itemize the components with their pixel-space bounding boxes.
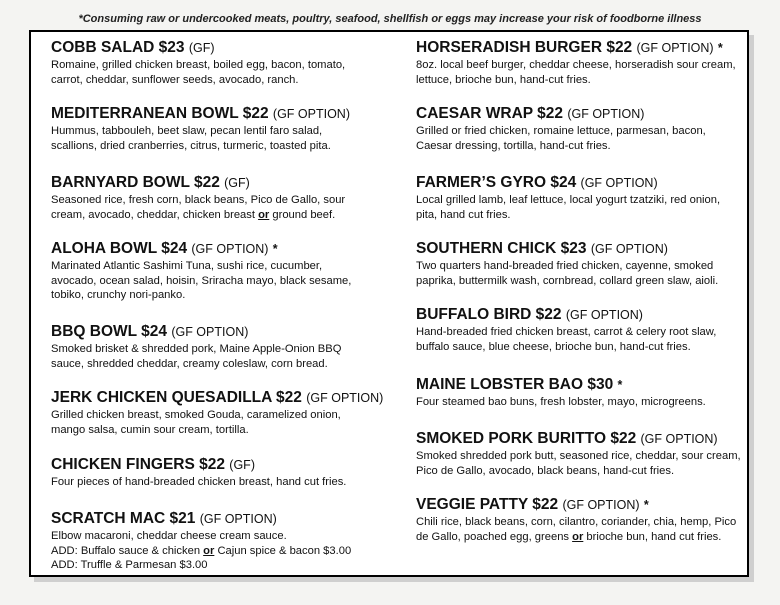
menu-item-title [51,39,396,57]
description-line [416,73,736,88]
menu-item [416,105,736,153]
menu-item-title [51,323,396,341]
description-line [416,449,741,464]
description-text: Local grilled lamb, leaf lettuce, local yogurt tzatziki, red onion, [416,194,721,206]
menu-item [51,510,396,573]
description-line [416,395,736,410]
menu-item-name: BBQ BOWL $24 [51,323,167,340]
description-text: sauce, shredded cheddar, creamy coleslaw, corn bread. [51,357,328,370]
menu-item-name: MAINE LOBSTER BAO $30 [416,376,614,393]
menu-item-title [416,430,736,448]
description-line [51,408,396,423]
menu-item-name: SOUTHERN CHICK $23 [416,240,587,257]
menu-item [51,105,396,153]
menu-item [416,240,736,288]
menu-item [51,240,396,303]
gluten-free-tag: (GF) [229,458,255,472]
description-line [51,274,396,289]
menu-item-name: BARNYARD BOWL $22 [51,174,220,191]
menu-item-description [51,259,396,303]
menu-item [416,430,741,478]
description-line [416,259,736,274]
menu-item-title [51,240,396,258]
menu-item-description [416,193,736,222]
description-line [416,124,736,139]
gluten-free-tag: (GF OPTION) [580,176,658,190]
gluten-free-tag: (GF OPTION) [191,242,269,256]
gluten-free-tag: (GF OPTION) [306,391,384,405]
description-line [416,325,736,340]
gluten-free-tag: (GF OPTION) [565,308,643,322]
description-text: paprika, buttermilk wash, cornbread, collard green slaw, aioli. [416,274,719,287]
menu-item-title [416,174,736,192]
menu-item [51,323,396,371]
description-line [51,193,396,208]
menu-item-name: HORSERADISH BURGER $22 [416,39,633,56]
menu-item [416,174,736,222]
description-line [51,73,396,88]
description-text: carrot, cheddar, sunflower seeds, avocado, ranch. [51,73,299,86]
menu-item-name: SMOKED PORK BURITTO $22 [416,430,637,447]
menu-item-title [416,240,736,258]
description-line [51,259,396,274]
menu-item-description [51,124,396,153]
description-text: Grilled or fried chicken, romaine lettuce, parmesan, bacon, [416,125,706,137]
gluten-free-tag: (GF OPTION) [567,107,645,121]
menu-item-title [51,456,396,474]
description-text: scallions, dried cranberries, citrus, turmeric, toasted pita. [51,139,331,152]
description-text: Hand-breaded fried chicken breast, carrot & celery root slaw, [416,326,717,338]
menu-item-name: JERK CHICKEN QUESADILLA $22 [51,389,302,406]
menu-item-name: MEDITERRANEAN BOWL $22 [51,105,269,122]
menu-item-name: FARMER’S GYRO $24 [416,174,577,191]
menu-item-description [416,58,736,87]
description-line [51,208,396,223]
menu-item-description [416,515,736,544]
menu-item-title [51,510,396,528]
description-line [51,475,396,490]
description-text: brioche bun, hand cut fries. [583,530,722,543]
gluten-free-tag: (GF OPTION) [199,512,277,526]
description-text: Four pieces of hand-breaded chicken breast, hand cut fries. [51,476,347,488]
description-text: Two quarters hand-breaded fried chicken, cayenne, smoked [416,260,714,272]
or-emphasis: or [203,544,215,557]
description-line [51,58,396,73]
raw-warning-asterisk: * [643,498,649,512]
menu-item-name: SCRATCH MAC $21 [51,510,196,527]
description-line [51,139,396,154]
menu-item-description [51,58,396,87]
menu-item-description [51,475,396,490]
menu-item-name: ALOHA BOWL $24 [51,240,188,257]
menu-item [51,456,396,490]
raw-warning-asterisk: * [272,242,278,256]
description-text: mango salsa, cumin sour cream, tortilla. [51,423,249,436]
description-line [416,464,736,479]
or-emphasis: or [258,208,270,221]
raw-warning-asterisk: * [717,41,723,55]
gluten-free-tag: (GF OPTION) [640,432,718,446]
menu-item-title [416,496,736,514]
menu-item-name: BUFFALO BIRD $22 [416,306,562,323]
menu-item [416,306,736,354]
description-text: 8oz. local beef burger, cheddar cheese, horseradish sour cream, [416,59,736,71]
description-text: Grilled chicken breast, smoked Gouda, caramelized onion, [51,409,341,421]
gluten-free-tag: (GF) [224,176,250,190]
gluten-free-tag: (GF OPTION) [636,41,714,55]
description-line [51,544,396,559]
menu-item [416,376,736,410]
menu-item-title [51,174,396,192]
menu-item-description [51,408,396,437]
description-line [51,529,396,544]
menu-item-title [416,306,736,324]
menu-item-title [51,389,396,407]
gluten-free-tag: (GF) [188,41,215,55]
menu-item-description [51,529,396,573]
description-line [416,193,736,208]
menu-item-description [416,395,736,410]
menu-item-title [416,39,736,57]
gluten-free-tag: (GF OPTION) [590,242,668,256]
menu-item-title [416,376,736,394]
description-text: cream, avocado, cheddar, chicken breast [51,208,259,221]
menu-item-description [416,449,741,478]
menu-item [416,39,736,87]
description-line [51,423,396,438]
menu-item-title [51,105,396,123]
foodborne-illness-notice: *Consuming raw or undercooked meats, poultry, seafood, shellfish or eggs may increase your risk of foodborne illness [78,13,702,25]
or-emphasis: or [572,530,584,543]
menu-item [51,174,396,222]
description-text: Seasoned rice, fresh corn, black beans, Pico de Gallo, sour [51,194,346,206]
menu-item [51,39,396,87]
description-line [416,340,736,355]
description-text: ADD: Buffalo sauce & chicken [51,544,204,557]
description-text: Romaine, grilled chicken breast, boiled egg, bacon, tomato, [51,59,346,71]
menu-item-description [416,124,736,153]
description-text: Elbow macaroni, cheddar cheese cream sauce. [51,530,287,542]
menu-item-description [416,325,736,354]
menu-item-name: CAESAR WRAP $22 [416,105,564,122]
gluten-free-tag: (GF OPTION) [272,107,350,121]
description-text: ground beef. [269,208,336,221]
menu-frame [29,30,749,577]
description-text: Four steamed bao buns, fresh lobster, mayo, microgreens. [416,396,706,408]
description-line [416,274,736,289]
menu-item-description [51,193,396,222]
description-line [416,58,736,73]
menu-item-name: CHICKEN FINGERS $22 [51,456,225,473]
description-line [51,357,396,372]
gluten-free-tag: (GF OPTION) [562,498,640,512]
menu-item [51,389,396,437]
description-text: Marinated Atlantic Sashimi Tuna, sushi rice, cucumber, [51,260,323,272]
description-text: tobiko, crunchy nori-panko. [51,289,186,301]
description-text: Smoked brisket & shredded pork, Maine Apple-Onion BBQ [51,343,342,355]
description-text: lettuce, brioche bun, hand-cut fries. [416,73,591,86]
description-line [51,288,396,303]
description-text: ADD: Truffle & Parmesan $3.00 [51,559,208,571]
description-text: Pico de Gallo, avocado, black beans, hand-cut fries. [416,464,675,477]
description-line [416,515,736,530]
description-text: Chili rice, black beans, corn, cilantro, coriander, chia, hemp, Pico [416,516,737,528]
description-text: pita, hand cut fries. [416,208,511,221]
description-text: de Gallo, poached egg, greens [416,530,573,543]
menu-item [416,496,736,544]
description-line [416,208,736,223]
description-line [416,139,736,154]
menu-item-description [51,342,396,371]
description-line [51,342,396,357]
menu-item-description [416,259,736,288]
description-text: Smoked shredded pork butt, seasoned rice, cheddar, sour cream, [416,450,741,462]
description-text: avocado, ocean salad, hoisin, Sriracha mayo, black sesame, [51,274,352,287]
menu-item-name: VEGGIE PATTY $22 [416,496,559,513]
menu-item-name: COBB SALAD $23 [51,39,185,56]
gluten-free-tag: (GF OPTION) [171,325,249,339]
description-text: Hummus, tabbouleh, beet slaw, pecan lentil faro salad, [51,125,323,137]
raw-warning-asterisk: * [617,378,623,392]
description-line [51,124,396,139]
menu-item-title [416,105,736,123]
description-text: Caesar dressing, tortilla, hand-cut fries. [416,139,611,152]
description-text: buffalo sauce, blue cheese, brioche bun, hand-cut fries. [416,340,691,353]
description-line [51,558,396,573]
description-text: Cajun spice & bacon $3.00 [214,544,352,557]
description-line [416,530,736,545]
